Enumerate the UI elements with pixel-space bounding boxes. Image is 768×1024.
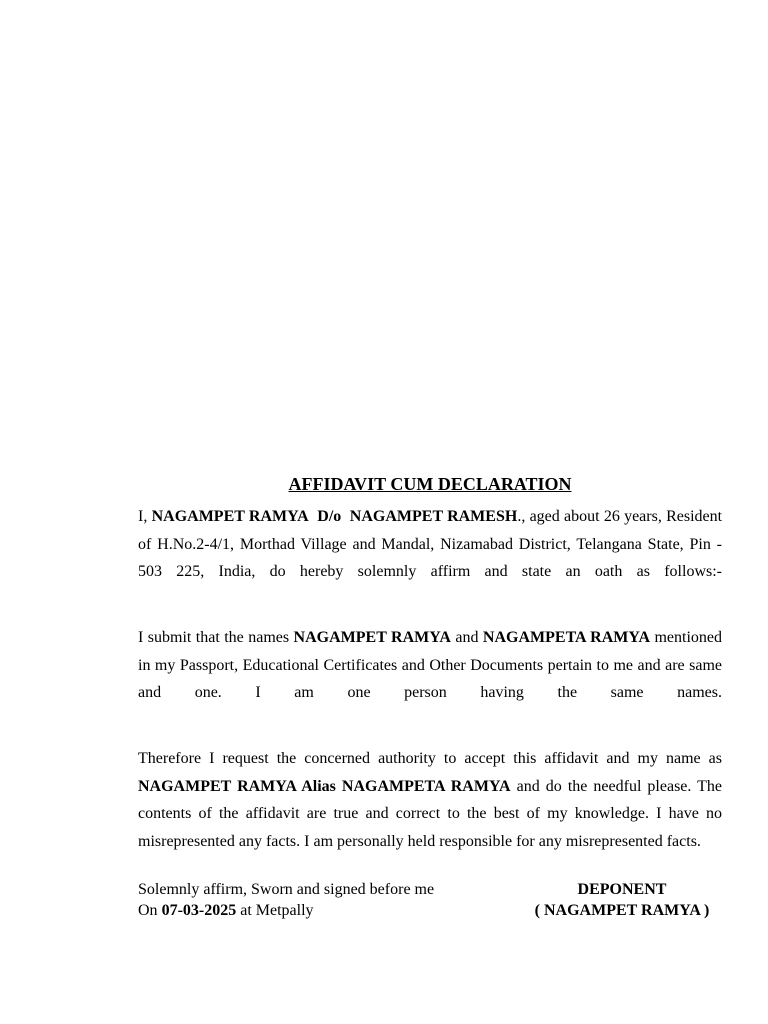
attestation-date: 07-03-2025 [161, 902, 237, 919]
parent-name: NAGAMPET RAMESH [349, 508, 518, 525]
name-variant-2: NAGAMPETA RAMYA [482, 629, 651, 646]
para3-text1: Therefore I request the concerned authority to accept this affidavit and my name as [138, 750, 722, 767]
para2-text1: I submit that the names [138, 629, 290, 646]
para2-text2: and [455, 629, 479, 646]
deponent-label: DEPONENT [577, 881, 667, 898]
attestation-block [138, 879, 498, 921]
affidavit-document [138, 474, 722, 866]
relation: D/o [317, 508, 342, 525]
attestation-place: at Metpally [240, 902, 314, 919]
on-label: On [138, 902, 158, 919]
paragraph-request [138, 745, 722, 855]
name-variant-1: NAGAMPET RAMYA [293, 629, 451, 646]
para1-prefix: I, [138, 508, 148, 525]
document-title: AFFIDAVIT CUM DECLARATION [288, 474, 572, 494]
alias-name: NAGAMPET RAMYA Alias NAGAMPETA RAMYA [138, 777, 511, 795]
attestation-line: Solemnly affirm, Sworn and signed before me [138, 881, 435, 898]
deponent-block [522, 879, 722, 921]
paragraph-names [138, 624, 722, 734]
attestation-date-line [138, 900, 498, 921]
deponent-name: NAGAMPET RAMYA [151, 508, 309, 525]
deponent-signature-name: ( NAGAMPET RAMYA ) [534, 902, 710, 919]
para3-text2: and do the needful please. The contents of the affidavit are true and correct to the best of my knowledge. I have no misrepresented any facts. I am personally held responsible for any misrepresented facts. [138, 777, 723, 850]
para2-text3: mentioned in my Passport, Educational Certificates and Other Documents pertain to me and are same and one. I am one person having the same names. [138, 629, 723, 701]
paragraph-identity [138, 503, 722, 613]
para1-rest: ., aged about 26 years, Resident of H.No.2-4/1, Morthad Village and Mandal, Nizamabad District, Telangana State, Pin - 503 225, India, do hereby solemnly affirm and state an oath as follows:- [138, 508, 723, 580]
